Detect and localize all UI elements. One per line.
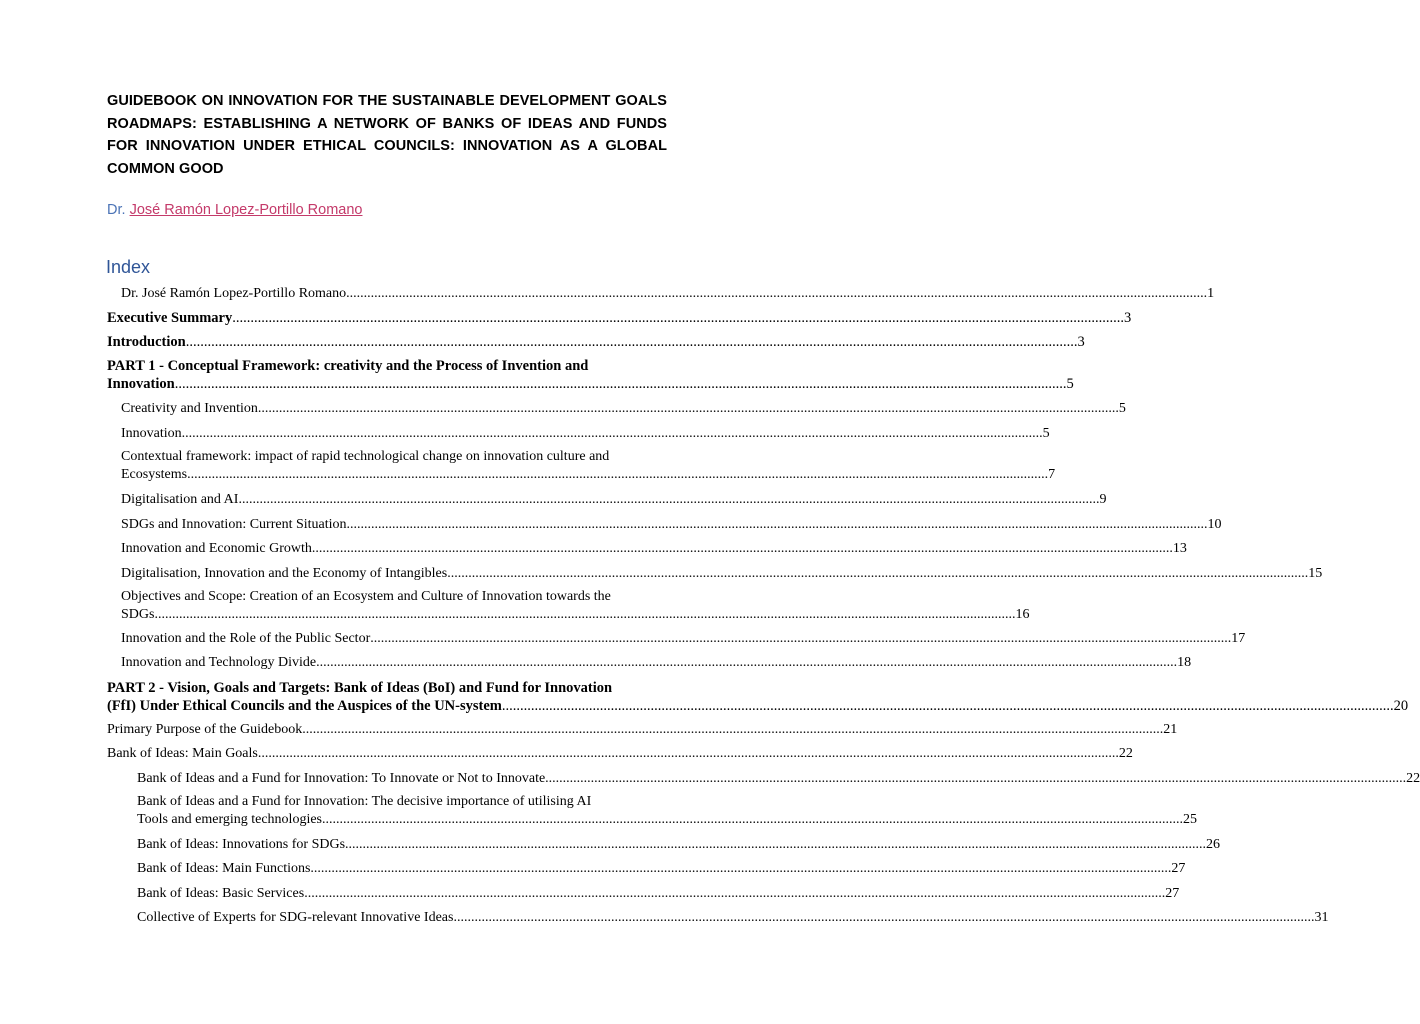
toc-entry[interactable] bbox=[107, 333, 1085, 351]
toc-entry-page: 31 bbox=[1314, 910, 1329, 925]
toc-entry[interactable] bbox=[137, 836, 1221, 854]
toc-entry-first-line: Bank of Ideas and a Fund for Innovation: The decisive importance of utilising AI bbox=[137, 794, 592, 809]
toc-entry-title: Introduction bbox=[107, 334, 186, 350]
toc-entry[interactable] bbox=[121, 588, 1030, 624]
toc-entry-title: Innovation and the Role of the Public Sector bbox=[121, 631, 371, 646]
toc-entry-page: 22 bbox=[1118, 746, 1133, 761]
toc-entry-title: Creativity and Invention bbox=[121, 401, 258, 416]
toc-entry[interactable] bbox=[121, 448, 1056, 484]
toc-entry[interactable] bbox=[121, 630, 1246, 648]
toc-entry-title: Innovation and Economic Growth bbox=[121, 541, 312, 556]
toc-entry-page: 26 bbox=[1206, 837, 1221, 852]
toc-entry-title: SDGs bbox=[121, 607, 155, 622]
toc-entry[interactable] bbox=[121, 491, 1107, 509]
toc-entry-page: 17 bbox=[1231, 631, 1246, 646]
toc-entry-page: 21 bbox=[1163, 722, 1178, 737]
toc-entry[interactable] bbox=[121, 540, 1187, 558]
toc-entry-title: Tools and emerging technologies bbox=[137, 812, 323, 827]
toc-entry-page: 1 bbox=[1207, 286, 1215, 301]
index-heading: Index bbox=[106, 257, 151, 277]
toc-entry-title: Digitalisation, Innovation and the Economy of Intangibles bbox=[121, 566, 448, 581]
author-prefix: Dr. bbox=[107, 202, 126, 218]
toc-entry-page: 18 bbox=[1177, 655, 1192, 670]
toc-entry-first-line: Contextual framework: impact of rapid technological change on innovation culture and bbox=[121, 449, 610, 464]
toc-entry-title: Bank of Ideas: Basic Services bbox=[137, 886, 305, 901]
toc-entry-title: (FfI) Under Ethical Councils and the Auspices of the UN-system bbox=[107, 698, 502, 714]
toc-entry-title: Ecosystems bbox=[121, 467, 188, 482]
toc-entry-title: Primary Purpose of the Guidebook bbox=[107, 722, 303, 737]
toc-entry-page: 15 bbox=[1308, 566, 1323, 581]
toc-entry-title: Innovation bbox=[121, 426, 182, 441]
toc-entry-title: SDGs and Innovation: Current Situation bbox=[121, 517, 347, 532]
toc-entry-page: 10 bbox=[1207, 517, 1222, 532]
toc-entry[interactable] bbox=[107, 679, 1409, 715]
toc-entry[interactable] bbox=[121, 516, 1222, 534]
toc-entry[interactable] bbox=[107, 745, 1133, 763]
toc-entry-page: 22 bbox=[1406, 771, 1420, 786]
toc-entry-page: 27 bbox=[1165, 886, 1180, 901]
toc-entry-first-line: PART 1 - Conceptual Framework: creativity and the Process of Invention and bbox=[107, 358, 589, 374]
toc-entry[interactable] bbox=[107, 721, 1178, 739]
toc-entry[interactable] bbox=[137, 770, 1420, 788]
toc-entry-title: Innovation and Technology Divide bbox=[121, 655, 317, 670]
toc-entry[interactable] bbox=[121, 565, 1323, 583]
toc-entry-title: Collective of Experts for SDG-relevant Innovative Ideas bbox=[137, 910, 454, 925]
author-line bbox=[107, 202, 362, 218]
toc-entry[interactable] bbox=[121, 654, 1192, 672]
toc-entry[interactable] bbox=[121, 425, 1050, 443]
toc-entry-first-line: Objectives and Scope: Creation of an Ecosystem and Culture of Innovation towards the bbox=[121, 589, 611, 604]
toc-entry-first-line: PART 2 - Vision, Goals and Targets: Bank of Ideas (BoI) and Fund for Innovation bbox=[107, 680, 613, 696]
toc-entry-page: 25 bbox=[1183, 812, 1198, 827]
toc-entry-title: Bank of Ideas and a Fund for Innovation: To Innovate or Not to Innovate bbox=[137, 771, 546, 786]
toc-entry[interactable] bbox=[121, 285, 1215, 303]
toc-entry[interactable] bbox=[107, 309, 1132, 327]
toc-entry-page: 27 bbox=[1171, 861, 1186, 876]
toc-entry-page: 13 bbox=[1172, 541, 1187, 556]
toc-entry-title: Executive Summary bbox=[107, 310, 233, 326]
toc-entry-page: 5 bbox=[1118, 401, 1126, 416]
author-name-link[interactable]: José Ramón Lopez-Portillo Romano bbox=[129, 202, 363, 218]
toc-entry-page: 7 bbox=[1048, 467, 1056, 482]
toc-entry[interactable] bbox=[137, 909, 1329, 927]
toc-entry-title: Bank of Ideas: Innovations for SDGs bbox=[137, 837, 346, 852]
toc-entry-page: 3 bbox=[1124, 310, 1132, 326]
document-title: GUIDEBOOK ON INNOVATION FOR THE SUSTAINABLE DEVELOPMENT GOALS ROADMAPS: ESTABLISHING A NETWORK OF BANKS OF IDEAS AND FUNDS FOR INNOVATION UNDER ETHICAL COUNCILS: INNOVATION AS A GLOBAL COMMON GOOD bbox=[107, 93, 667, 177]
toc-entry[interactable] bbox=[107, 357, 1074, 393]
toc-entry-page: 20 bbox=[1393, 698, 1409, 714]
toc-entry-page: 5 bbox=[1066, 376, 1074, 392]
toc-entry-title: Bank of Ideas: Main Goals bbox=[107, 746, 258, 761]
toc-entry-page: 3 bbox=[1077, 334, 1085, 350]
toc-entry[interactable] bbox=[121, 400, 1126, 418]
toc-entry-title: Bank of Ideas: Main Functions bbox=[137, 861, 311, 876]
toc-entry-page: 16 bbox=[1015, 607, 1030, 622]
toc-entry[interactable] bbox=[137, 885, 1180, 903]
toc-entry[interactable] bbox=[137, 793, 1198, 829]
toc-entry-title: Digitalisation and AI bbox=[121, 492, 239, 507]
toc-entry-page: 5 bbox=[1042, 426, 1050, 441]
toc-entry-title: Innovation bbox=[107, 376, 175, 392]
toc-entry-page: 9 bbox=[1099, 492, 1107, 507]
toc-entry[interactable] bbox=[137, 860, 1186, 878]
toc-entry-title: Dr. José Ramón Lopez-Portillo Romano bbox=[121, 286, 347, 301]
